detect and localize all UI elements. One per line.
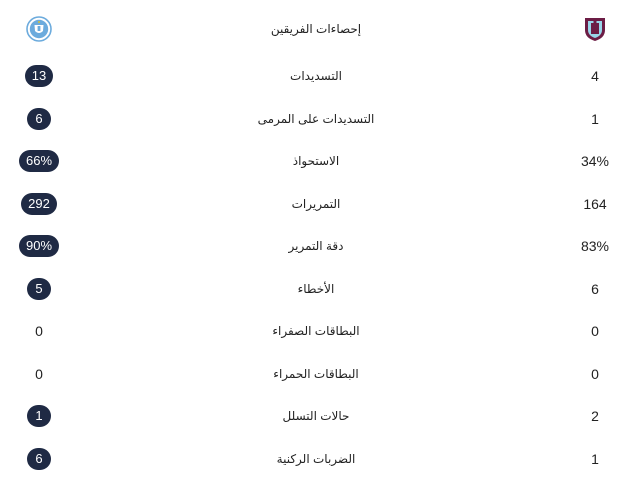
home-stat-cell — [8, 353, 70, 395]
stat-label: الاستحواذ — [292, 154, 340, 168]
stat-label: دقة التمرير — [288, 239, 344, 253]
stat-label: الأخطاء — [297, 282, 335, 296]
stat-row-corners — [0, 438, 640, 480]
away-stat-value: 2 — [591, 408, 599, 424]
home-stat-badge: 90% — [19, 235, 59, 257]
away-stat-value: 4 — [591, 68, 599, 84]
away-stat-value: 6 — [591, 281, 599, 297]
home-stat-badge: 5 — [27, 278, 51, 300]
away-stat-value: 1 — [591, 111, 599, 127]
home-stat-cell — [8, 140, 70, 182]
home-stat-badge: 292 — [21, 193, 57, 215]
home-stat-badge: 6 — [27, 108, 51, 130]
stat-row-shots — [0, 55, 640, 97]
stat-label: حالات التسلل — [282, 409, 350, 423]
stat-label: التمريرات — [291, 197, 341, 211]
home-stat-cell — [8, 268, 70, 310]
stat-label: التسديدات على المرمى — [257, 112, 375, 126]
home-stat-badge: 1 — [27, 405, 51, 427]
stat-row-yellow-cards — [0, 310, 640, 352]
stats-title: إحصاءات الفريقين — [270, 22, 362, 36]
home-stat-cell — [8, 55, 70, 97]
stat-label: التسديدات — [290, 69, 342, 83]
stat-row-possession — [0, 140, 640, 182]
home-stat-cell — [8, 395, 70, 437]
stat-row-fouls — [0, 268, 640, 310]
home-stat-cell — [8, 438, 70, 480]
away-stat-value: 1 — [591, 451, 599, 467]
home-stat-value: 0 — [35, 366, 43, 382]
home-team-crest-cell — [8, 8, 70, 50]
stat-row-pass-accuracy — [0, 225, 640, 267]
home-stat-cell — [8, 310, 70, 352]
away-stat-value: 164 — [583, 196, 607, 212]
away-team-crest-cell — [560, 8, 630, 50]
away-stat-value: 34% — [580, 153, 610, 169]
home-stat-badge: 6 — [27, 448, 51, 470]
home-stat-badge: 66% — [19, 150, 59, 172]
stat-label: الضربات الركنية — [276, 452, 356, 466]
stat-row-passes — [0, 183, 640, 225]
manchester-city-crest-icon[interactable] — [26, 16, 52, 42]
home-stat-badge: 13 — [25, 65, 53, 87]
away-stat-value: 0 — [591, 366, 599, 382]
home-stat-cell — [8, 183, 70, 225]
away-stat-value: 0 — [591, 323, 599, 339]
stat-label: البطاقات الحمراء — [273, 367, 359, 381]
home-stat-value: 0 — [35, 323, 43, 339]
stat-row-shots-on-target — [0, 98, 640, 140]
stat-row-red-cards — [0, 353, 640, 395]
away-stat-value: 83% — [580, 238, 610, 254]
stat-label: البطاقات الصفراء — [272, 324, 360, 338]
home-stat-cell — [8, 98, 70, 140]
stat-row-offsides — [0, 395, 640, 437]
home-stat-cell — [8, 225, 70, 267]
stats-header-row — [0, 8, 640, 50]
burnley-crest-icon[interactable] — [583, 16, 607, 42]
